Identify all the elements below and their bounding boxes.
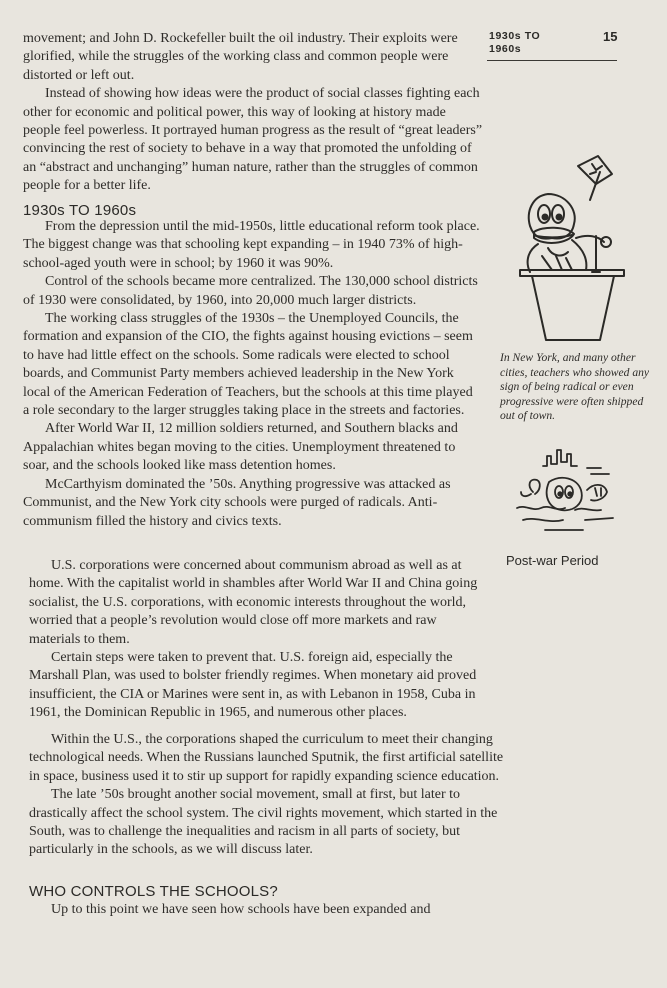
section-heading-who-controls: WHO CONTROLS THE SCHOOLS? <box>29 883 278 900</box>
section1-body <box>23 218 481 531</box>
section1-paragraph-3: The working class struggles of the 1930s – the Unemployed Councils, the formation and expansion of the CIO, the fights against housing evictions – seem to have had little effect on the schools. Some radicals were elected to school boards, and Communist Party members achieved leadership in the New York local of the American Federation of Teachers, but the schools at this time played a role secondary to the larger struggles taking place in the streets and factories. <box>23 311 473 419</box>
duck-speaker-illustration <box>512 152 630 344</box>
intro-p1-line1: movement; and John D. Rockefeller built the oil industry. Their exploits were <box>23 31 458 46</box>
intro-p1-line3: distorted or left out. <box>23 67 135 83</box>
section1-paragraph-4: After World War II, 12 million soldiers returned, and Southern blacks and Appalachian whites began moving to the cities. Unemployment threatened to soar, and the schools looked like mass detention homes. <box>23 421 458 474</box>
side-heading-postwar: Post-war Period <box>506 553 599 568</box>
section2-paragraph-1: Up to this point we have seen how schools have been expanded and <box>51 902 431 917</box>
section1-paragraph-2: Control of the schools became more centralized. The 130,000 school districts of 1930 were consolidated, by 1960, into 20,000 much larger districts. <box>23 274 478 308</box>
section1-paragraph-5: McCarthyism dominated the ’50s. Anything progressive was attacked as Communist, and the New York city schools were purged of radicals. Anti-communism filled the history and civics texts. <box>23 476 451 529</box>
swimmer-illustration <box>505 446 617 540</box>
illustration-caption: In New York, and many other cities, teachers who showed any sign of being radical or even progressive were often shipped out of town. <box>500 351 650 423</box>
intro-paragraph-2: Instead of showing how ideas were the product of social classes fighting each other for economic and political power, this way of looking at history made people feel powerless. It portrayed human progress as the result of “great leaders” convincing the rest of society to behave in a way that promoted the unfolding of an “abstract and unchanging” human nature, rather than the struggles of common people for a better life. <box>23 86 483 194</box>
running-head <box>489 30 540 56</box>
postwar-body-2 <box>29 731 505 860</box>
section-heading-1930s: 1930s TO 1960s <box>23 202 137 219</box>
postwar-paragraph-1: U.S. corporations were concerned about communism abroad as well as at home. With the capitalist world in shambles after World War II and China going socialist, the U.S. corporations, with economic interests throughout the world, worried that a people’s revolution would close off more markets and raw materials to them. <box>29 558 478 647</box>
running-head-line1: 1930s TO <box>489 30 541 42</box>
running-head-line2: 1960s <box>489 43 522 55</box>
postwar-paragraph-2: Certain steps were taken to prevent that. U.S. foreign aid, especially the Marshall Plan, was used to bolster friendly regimes. When monetary aid proved insufficient, the CIA or Marines were sent in, as with Lebanon in 1958, Cuba in 1961, the Dominican Republic in 1965, and numerous other places. <box>29 650 477 721</box>
postwar-body <box>29 557 485 723</box>
page-number: 15 <box>603 29 618 44</box>
postwar-paragraph-3: Within the U.S., the corporations shaped the curriculum to meet their changing technological needs. When the Russians launched Sputnik, the first artificial satellite in space, business used it to stir up support for rapidly expanding science education. <box>29 732 504 784</box>
section2-body <box>29 901 499 919</box>
postwar-paragraph-4: The late ’50s brought another social movement, small at first, but later to drastically affect the school system. The civil rights movement, which started in the South, was to challenge the inequalities and racism in all parts of society, but particularly in the schools, as we will discuss later. <box>29 787 498 858</box>
section1-paragraph-1: From the depression until the mid-1950s, little educational reform took place. The biggest change was that schooling kept expanding – in 1940 73% of high-school-aged youth were in school; by 1960 it was 90%. <box>23 219 480 271</box>
intro-block <box>23 30 485 196</box>
intro-p1-line2: glorified, while the struggles of the working class and common people were <box>23 49 449 65</box>
running-head-rule <box>487 60 617 61</box>
